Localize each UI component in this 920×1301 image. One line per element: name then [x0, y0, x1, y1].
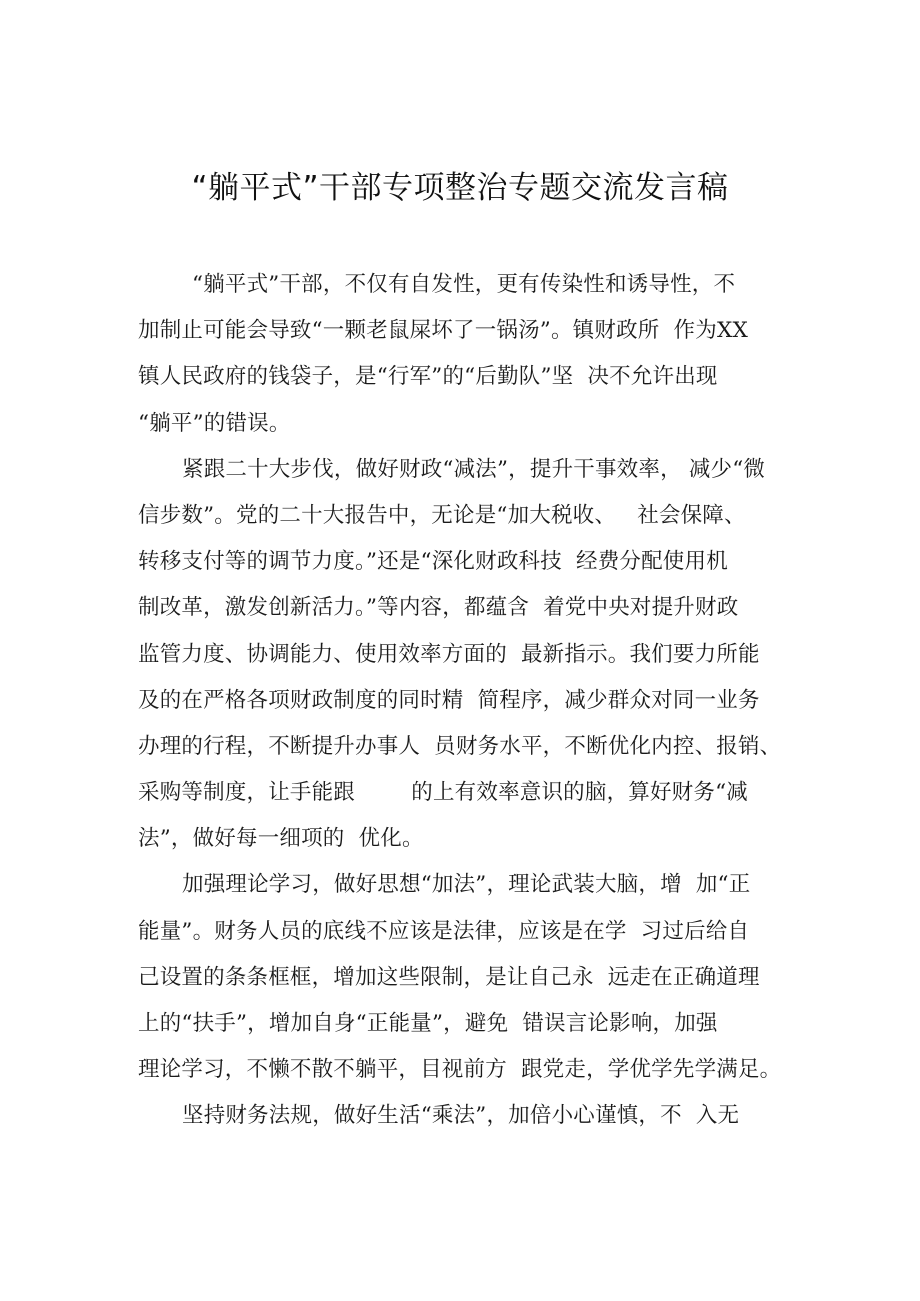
- paragraph-2-line-8: 采购等制度，让手能跟 的上有效率意识的脑，算好财务“减: [138, 780, 748, 806]
- paragraph-3-line-2: 能量”。财务人员的底线不应该是法律，应该是在学 习过后给自: [138, 918, 750, 944]
- paragraph-4-line-1: 坚持财务法规，做好生活“乘法”，加倍小心谨慎，不 入无: [182, 1103, 740, 1129]
- paragraph-2-line-2: 信步数”。党的二十大报告中，无论是“加大税收、 社会保障、: [138, 502, 746, 528]
- paragraph-2-line-1: 紧跟二十大步伐，做好财政“减法”，提升干事效率， 减少“微: [182, 456, 766, 482]
- paragraph-1-line-1: “躺平式”干部，不仅有自发性，更有传染性和诱导性，不: [192, 272, 736, 297]
- paragraph-2-line-6: 及的在严格各项财政制度的同时精 简程序，减少群众对同一业务: [138, 687, 760, 713]
- document-title: “躺平式”干部专项整治专题交流发言稿: [191, 170, 729, 206]
- paragraph-3-line-1: 加强理论学习，做好思想“加法”，理论武装大脑，增 加“正: [182, 872, 751, 898]
- paragraph-1-line-4: “躺平”的错误。: [138, 410, 291, 436]
- paragraph-2-line-5: 监管力度、协调能力、使用效率方面的 最新指示。我们要力所能: [138, 641, 760, 667]
- paragraph-1-line-2: 加制止可能会导致“一颗老鼠屎坏了一锅汤”。镇财政所 作为XX: [138, 318, 748, 344]
- paragraph-3-line-4: 上的“扶手”，增加自身“正能量”，避免 错误言论影响，加强: [138, 1011, 718, 1036]
- paragraph-2-line-7: 办理的行程，不断提升办事人 员财务水平，不断优化内控、报销、: [138, 733, 782, 759]
- paragraph-1-line-3: 镇人民政府的钱袋子，是“行军”的“后勤队”坚 决不允许出现: [138, 364, 718, 390]
- paragraph-2-line-3: 转移支付等的调节力度。”还是“深化财政科技 经费分配使用机: [138, 549, 728, 575]
- paragraph-3-line-3: 己设置的条条框框，增加这些限制，是让自己永 远走在正确道理: [138, 964, 760, 990]
- paragraph-3-line-5: 理论学习，不懒不散不躺平，目视前方 跟党走，学优学先学满足。: [138, 1057, 782, 1083]
- document-body: [138, 262, 790, 1140]
- paragraph-2-line-4: 制改革，激发创新活力。”等内容，都蕴含 着党中央对提升财政: [138, 595, 739, 621]
- paragraph-2-line-9: 法”，做好每一细项的 优化。: [138, 826, 424, 852]
